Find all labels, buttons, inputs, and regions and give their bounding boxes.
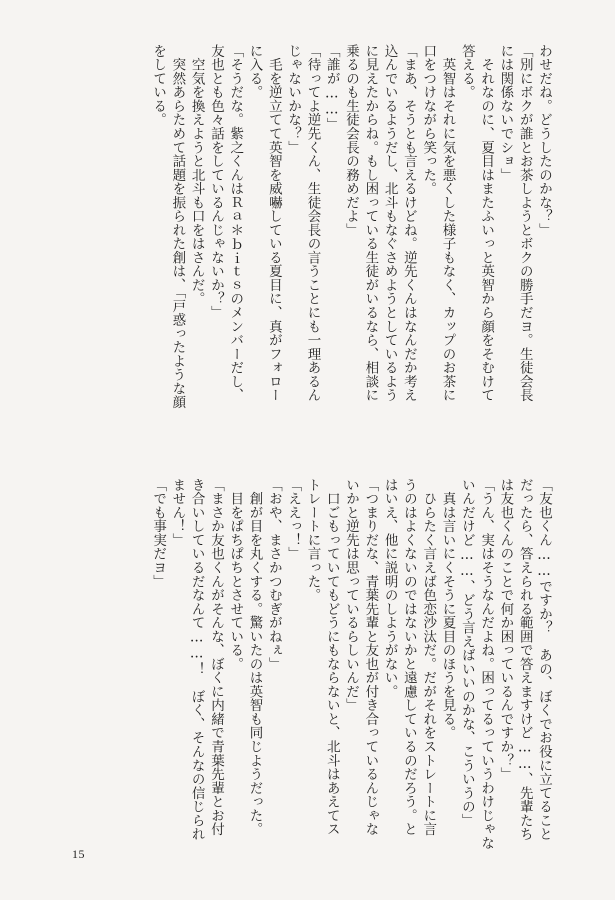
text-line: じゃないかな？」 xyxy=(285,44,302,155)
upper-text-block xyxy=(148,44,553,430)
text-line: に見えたからね。もし困っている生徒がいるなら、相談に xyxy=(362,44,379,403)
page-number: 15 xyxy=(72,847,85,861)
text-line: き合いしているだなんて……！ ぼく、そんなの信じられ xyxy=(188,478,205,842)
text-line: 「でも事実だヨ」 xyxy=(150,478,167,589)
text-line: 「誰が……」 xyxy=(323,44,340,132)
text-line: トレートに言った。 xyxy=(304,478,321,602)
text-line: 口ごもっていてもどうにもならないと、北斗はあえてス xyxy=(323,478,340,837)
text-line: うのはよくないのではないかと遠慮しているのだろう。と xyxy=(400,478,417,837)
text-line: だったら、答えられる範囲で答えますけど……、先輩たち xyxy=(516,478,533,842)
text-line: わせだね。どうしたのかな？」 xyxy=(536,44,552,237)
text-line: はいえ、他に説明のしようがない。 xyxy=(381,478,398,699)
text-line: 友也とも色々話をしているんじゃないか？」 xyxy=(207,44,224,320)
text-line: 「ええっ！」 xyxy=(285,478,302,561)
text-line: 毛を逆立てて英智を威嚇している夏目に、真がフォロー xyxy=(265,44,282,403)
text-line: には関係ないでショ」 xyxy=(497,44,514,182)
text-line: をしている。 xyxy=(150,44,167,127)
text-line: 創が目を丸くする。驚いたのは英智も同じようだった。 xyxy=(246,478,263,837)
text-line: 英智はそれに気を悪くした様子もなく、カップのお茶に xyxy=(439,44,456,403)
text-line: ません！」 xyxy=(169,478,186,547)
text-line: 「待ってよ逆先くん、生徒会長の言うことにも一理あるん xyxy=(304,44,321,403)
text-line: 「おや、まさかつむぎがねぇ」 xyxy=(265,478,282,671)
text-line: 込んでいるようだし、北斗もなぐさめようとしているよう xyxy=(381,44,398,403)
text-line: は友也くんのことで何か困っているんですか？」 xyxy=(497,478,514,781)
text-line: 「友也くん……ですか？ あの、ぼくでお役に立てること xyxy=(536,478,552,842)
text-line: 「まさか友也くんがそんな、ぼくに内緒で青葉先輩とお付 xyxy=(207,478,224,837)
text-line: 「まあ、そうとも言えるけどね。逆先くんはなんだか考え xyxy=(400,44,417,403)
text-line: 「つまりだな、青葉先輩と友也が付き合っているんじゃな xyxy=(362,478,379,837)
text-line: 「別にボクが誰とお茶しようとボクの勝手だヨ。生徒会長 xyxy=(516,44,533,403)
text-line: 口をつけながら笑った。 xyxy=(420,44,437,196)
text-line: 空気を換えようと北斗も口をはさんだ。 xyxy=(188,44,205,306)
text-line: 「うん、実はそうなんだよね。困ってるっていうわけじゃな xyxy=(478,478,495,850)
text-line: 「そうだな。紫之くんはＲａ＊ｂｉｔｓのメンバーだし、 xyxy=(227,44,244,403)
lower-text-block xyxy=(148,478,553,864)
text-line: いんだけど……、どう言えばいいのかな、こういうの」 xyxy=(458,478,475,828)
text-line: に入る。 xyxy=(246,44,263,100)
text-line: 乗るのも生徒会長の務めだよ」 xyxy=(343,44,360,237)
text-line: いかと逆先は思っているらしいんだ」 xyxy=(343,478,360,713)
text-line: 真は言いにくそうに夏目のほうを見る。 xyxy=(439,478,456,740)
text-line: 突然あらためて話題を振られた創は、「戸惑ったような顔 xyxy=(169,44,186,410)
text-line: ひらたく言えば色恋沙汰だ。だがそれをストレートに言 xyxy=(420,478,437,837)
text-line: それなのに、夏目はまたふいっと英智から顔をそむけて xyxy=(478,44,495,403)
text-line: 答える。 xyxy=(458,44,475,100)
text-line: 目をぱちぱちとさせている。 xyxy=(227,478,244,671)
